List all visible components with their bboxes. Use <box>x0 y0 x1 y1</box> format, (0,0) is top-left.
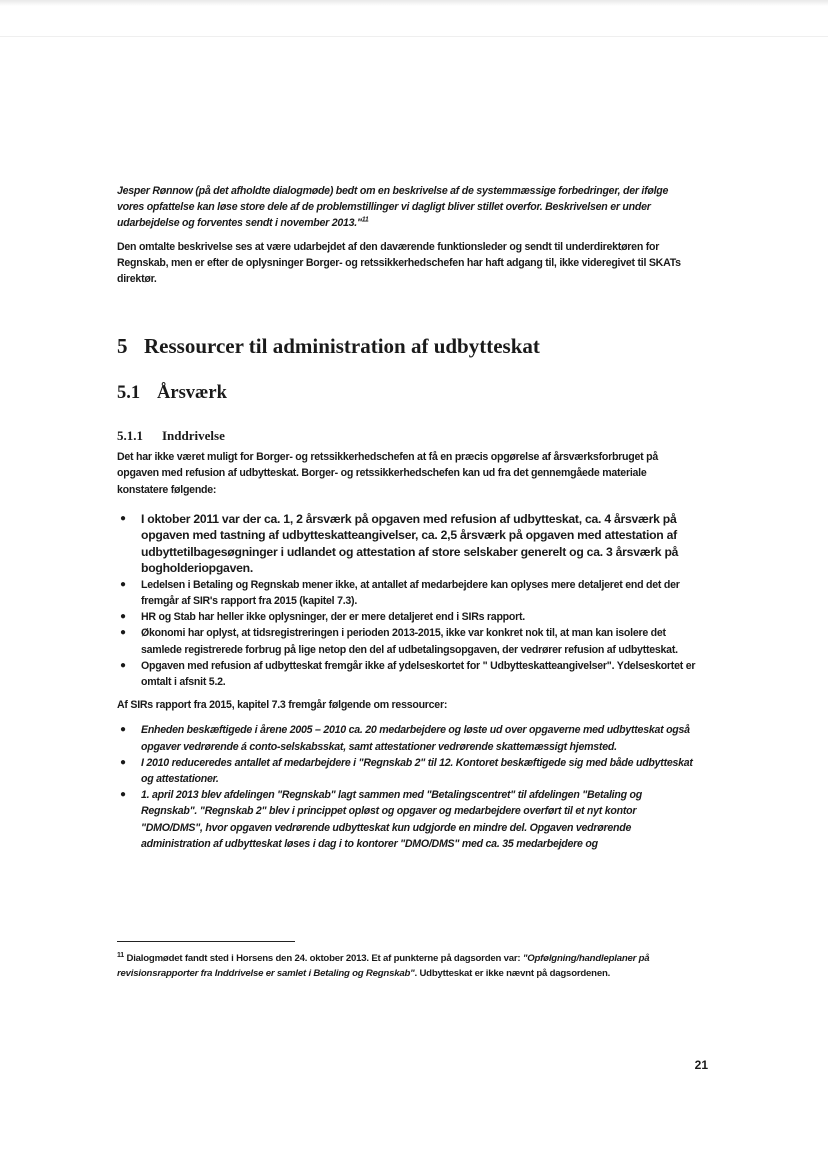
list-item-text: Opgaven med refusion af udbytteskat fremgår ikke af ydelseskortet for " Udbytteskatteangivelser". Ydelseskortet er omtalt i afsnit 5.2. <box>141 659 696 689</box>
section-number: 5.1.1 <box>117 428 143 444</box>
footnote <box>117 951 697 981</box>
sir-intro: Af SIRs rapport fra 2015, kapitel 7.3 fremgår følgende om ressourcer: <box>117 699 448 712</box>
bullet-icon: ● <box>120 578 126 590</box>
list-item-text: HR og Stab har heller ikke oplysninger, der er mere detaljeret end i SIRs rapport. <box>141 611 525 624</box>
section-number: 5.1 <box>117 383 141 404</box>
intro-quote-text: Jesper Rønnow (på det afholdte dialogmøde) bedt om en beskrivelse af de systemmæssige forbedringer, der ifølge vores opfattelse kan løse store dele af de problemstillinger vi dagligt bliver stillet overfor. Beskrivelsen er under udarbejdelse og forventes sendt i november 2013." <box>117 185 669 230</box>
list-item-text: Økonomi har oplyst, at tidsregistreringen i perioden 2013-2015, ikke var konkret nok til, at man kan isolere det samlede registrerede forbrug på lige netop den del af udbetalingsopgaven, der vedrører refusion af udbytteskat. <box>141 627 678 656</box>
section-5-1-1-intro: Det har ikke været muligt for Borger- og retssikkerhedschefen at få en præcis opgørelse af årsværksforbruget på opgaven med refusion af udbytteskat. Borger- og retssikkerhedschefen kan ud fra det gennemgåede materiale konstatere følgende: <box>117 451 658 496</box>
bullet-icon: ● <box>120 512 126 524</box>
bullet-icon: ● <box>120 627 126 639</box>
footnote-ref[interactable]: 11 <box>361 216 369 224</box>
section-title: Årsværk <box>157 383 227 404</box>
bullet-icon: ● <box>120 756 126 768</box>
list-item <box>117 658 697 690</box>
scan-line <box>0 36 828 37</box>
footnote-divider <box>117 941 295 942</box>
footnote-text-end: . Udbytteskat er ikke nævnt på dagsordenen. <box>414 968 611 979</box>
section-5-1-1-heading <box>117 427 697 445</box>
list-item <box>117 577 697 609</box>
bullet-icon: ● <box>120 789 126 801</box>
page-number: 21 <box>694 1058 708 1072</box>
sir-quote-list <box>117 722 697 852</box>
list-item-text: Ledelsen i Betaling og Regnskab mener ikke, at antallet af medarbejdere kan oplyses mere detaljeret end det der fremgår af SIR's rapport fra 2015 (kapitel 7.3). <box>141 578 680 608</box>
section-title: Ressourcer til administration af udbytteskat <box>144 334 540 359</box>
section-number: 5 <box>117 334 128 359</box>
footnote-text: Dialogmødet fandt sted i Horsens den 24. oktober 2013. Et af punkterne på dagsorden var: <box>126 953 523 964</box>
findings-list <box>117 511 697 690</box>
list-item <box>117 511 697 577</box>
page-content <box>117 183 697 852</box>
bullet-icon: ● <box>120 724 126 736</box>
footnote-quote: "Opfølgning/handleplaner på revisionsrapporter fra Inddrivelse er samlet i Betaling og Regnskab" <box>117 953 650 979</box>
list-item <box>117 625 697 657</box>
list-item <box>117 787 697 852</box>
list-item <box>117 755 697 787</box>
list-item-text: I 2010 reduceredes antallet af medarbejdere i "Regnskab 2" til 12. Kontoret beskæftigede sig med både udbytteskat og attestationer. <box>141 756 693 786</box>
section-5-1-heading <box>117 381 697 405</box>
list-item <box>117 722 697 754</box>
list-item-text: Enheden beskæftigede i årene 2005 – 2010 ca. 20 medarbejdere og løste ud over opgaverne med udbytteskat også opgaver vedrørende á conto-selskabsskat, samt attestationer vedrørende skattemæssigt hjemsted. <box>141 724 690 753</box>
bullet-icon: ● <box>120 611 126 623</box>
intro-quote <box>117 183 697 232</box>
footnote-number: 11 <box>117 951 124 959</box>
section-title: Inddrivelse <box>162 428 225 444</box>
list-item-text: 1. april 2013 blev afdelingen "Regnskab" lagt sammen med "Betalingscentret" til afdelingen "Betaling og Regnskab". "Regnskab 2" blev i princippet opløst og opgaver og medarbejdere overført til et nyt kontor "DMO/DMS", hvor opgaven vedrørende udbytteskat kun udgjorde en mindre del. Opgaven vedrørende administration af udbytteskat løses i dag i to kontorer "DMO/DMS" med ca. 35 medarbejdere og <box>141 789 642 850</box>
list-item-text: I oktober 2011 var der ca. 1, 2 årsværk på opgaven med refusion af udbytteskat, ca. 4 årsværk på opgaven med tastning af udbytteskatteangivelser, ca. 2,5 årsværk på opgaven med attestation af udbyttetilbagesøgninger i udlandet og attestation af store selskaber generelt og ca. 3 årsværk på bogholderiopgaven. <box>141 511 679 576</box>
section-5-heading <box>117 333 697 359</box>
intro-body: Den omtalte beskrivelse ses at være udarbejdet af den daværende funktionsleder og sendt til underdirektøren for Regnskab, men er efter de oplysninger Borger- og retssikkerhedschefen har haft adgang til, ikke videregivet til SKATs direktør. <box>117 240 681 286</box>
list-item <box>117 609 697 625</box>
bullet-icon: ● <box>120 659 126 671</box>
scan-edge <box>0 0 828 6</box>
